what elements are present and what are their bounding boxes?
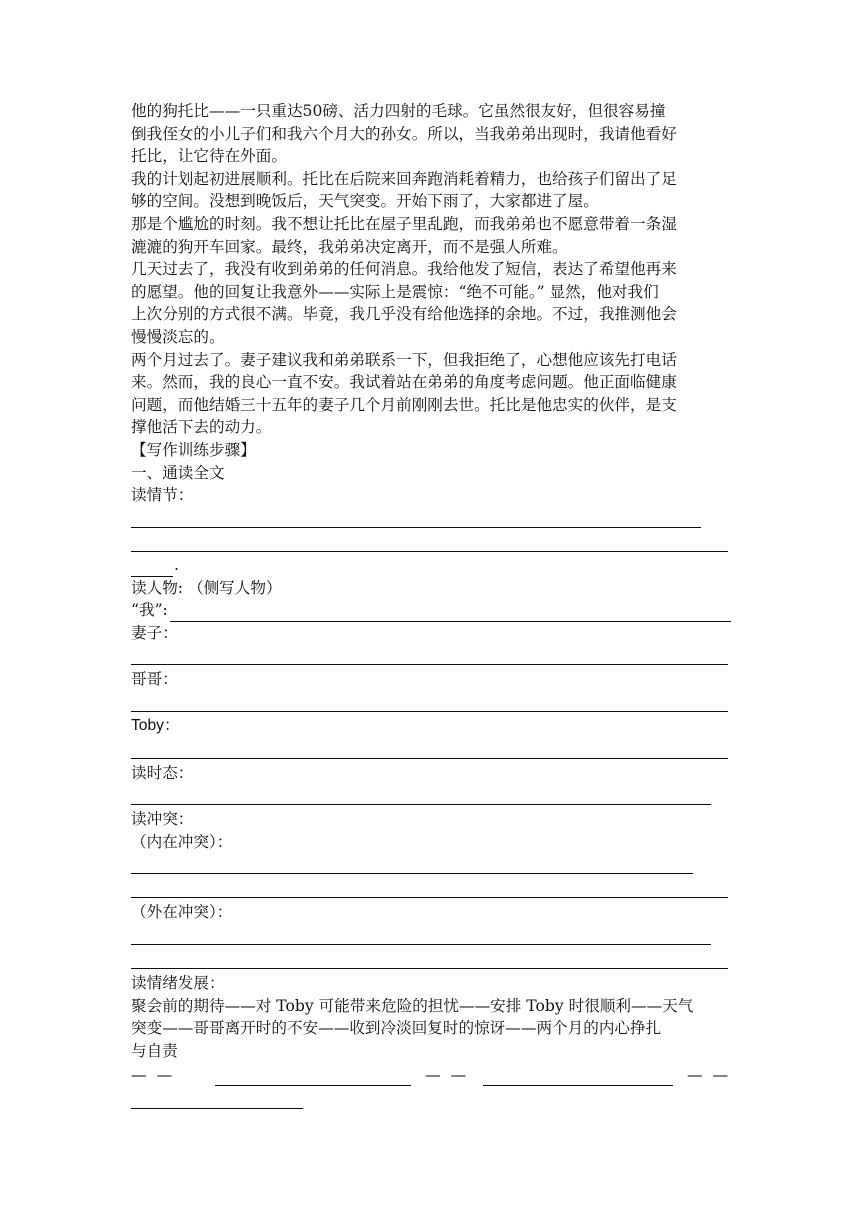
emotion-blank-1[interactable] (215, 1069, 411, 1086)
outer-conflict-answer-line-2[interactable] (131, 948, 728, 969)
me-answer-line[interactable] (170, 603, 731, 622)
story-paragraph-4 (131, 258, 731, 348)
story-line: 问题，而他结婚三十五年的妻子几个月前刚刚去世。托比是他忠实的伙伴，是支 (131, 395, 677, 414)
story-line: 两个月过去了。妻子建议我和弟弟联系一下，但我拒绝了，心想他应该先打电话 (131, 350, 677, 369)
story-line: 几天过去了，我没有收到弟弟的任何消息。我给他发了短信，表达了希望他再来 (131, 260, 677, 279)
plot-answer-line-1[interactable] (131, 507, 701, 528)
wife-label: 妻子： (131, 623, 178, 642)
story-line: 漉漉的狗开车回家。最终，我弟弟决定离开，而不是强人所难。 (131, 237, 568, 256)
inner-conflict-answer-line-1[interactable] (131, 853, 693, 874)
step-heading: 一、通读全文 (131, 463, 225, 482)
story-paragraph-3 (131, 213, 731, 258)
toby-label: Toby： (131, 717, 180, 735)
emotion-line: 聚会前的期待——对 Toby 可能带来危险的担忧——安排 Toby 时很顺利——天气 (131, 996, 694, 1015)
outer-conflict-label: （外在冲突）： (131, 903, 233, 922)
toby-answer-line[interactable] (131, 738, 728, 759)
wife-answer-line[interactable] (131, 644, 728, 665)
emotion-label: 读情绪发展： (131, 974, 225, 993)
story-line: 上次分别的方式很不满。毕竟，我几乎没有给他选择的余地。不过，我推测他会 (131, 305, 677, 324)
plot-answer-line-2[interactable] (131, 531, 728, 552)
plot-end-dot: . (174, 556, 179, 575)
conflict-label: 读冲突： (131, 810, 194, 829)
dash: —— (425, 1065, 477, 1084)
tense-answer-line[interactable] (131, 784, 711, 805)
story-paragraph-1 (131, 100, 731, 168)
tense-label: 读时态： (131, 763, 194, 782)
story-line: 来。然而，我的良心一直不安。我试着站在弟弟的角度考虑问题。他正面临健康 (131, 373, 677, 392)
plot-answer-line-3[interactable] (131, 555, 731, 577)
section-title: 【写作训练步骤】 (131, 440, 256, 459)
story-line: 我的计划起初进展顺利。托比在后院来回奔跑消耗着精力，也给孩子们留出了足 (131, 169, 677, 188)
dash: —— (687, 1065, 739, 1084)
emotion-blanks-row (131, 1062, 739, 1086)
inner-conflict-answer-line-2[interactable] (131, 877, 728, 898)
emotion-blank-3[interactable] (131, 1088, 303, 1109)
emotion-blank-2[interactable] (483, 1069, 673, 1086)
me-row (131, 599, 731, 622)
emotion-line: 与自责 (131, 1041, 178, 1060)
characters-label: 读人物: （侧写人物） (131, 578, 282, 597)
story-line: 慢慢淡忘的。 (131, 327, 225, 346)
outer-conflict-answer-line-1[interactable] (131, 924, 711, 945)
story-line: 够的空间。没想到晚饭后，天气突变。开始下雨了，大家都进了屋。 (131, 192, 599, 211)
me-label: “我”: (131, 601, 168, 620)
document-content (131, 100, 739, 1112)
story-line: 的愿望。他的回复让我意外——实际上是震惊：“绝不可能。” 显然，他对我们 (131, 282, 659, 301)
story-line: 他的狗托比——一只重达50磅、活力四射的毛球。它虽然很友好，但很容易撞 (131, 102, 666, 120)
brother-label: 哥哥： (131, 670, 178, 689)
story-paragraph-2 (131, 168, 731, 213)
brother-answer-line[interactable] (131, 691, 728, 712)
dash: —— (131, 1065, 183, 1084)
story-line: 那是个尴尬的时刻。我不想让托比在屋子里乱跑，而我弟弟也不愿意带着一条湿 (131, 214, 677, 233)
emotion-line: 突变——哥哥离开时的不安——收到冷淡回复时的惊讶——两个月的内心挣扎 (131, 1019, 662, 1038)
story-line: 撑他活下去的动力。 (131, 418, 272, 437)
story-line: 托比，让它待在外面。 (131, 147, 287, 166)
plot-label: 读情节： (131, 486, 194, 505)
inner-conflict-label: （内在冲突）： (131, 832, 233, 851)
story-paragraph-5 (131, 349, 731, 439)
story-line: 倒我侄女的小儿子们和我六个月大的孙女。所以，当我弟弟出现时，我请他看好 (131, 124, 677, 143)
